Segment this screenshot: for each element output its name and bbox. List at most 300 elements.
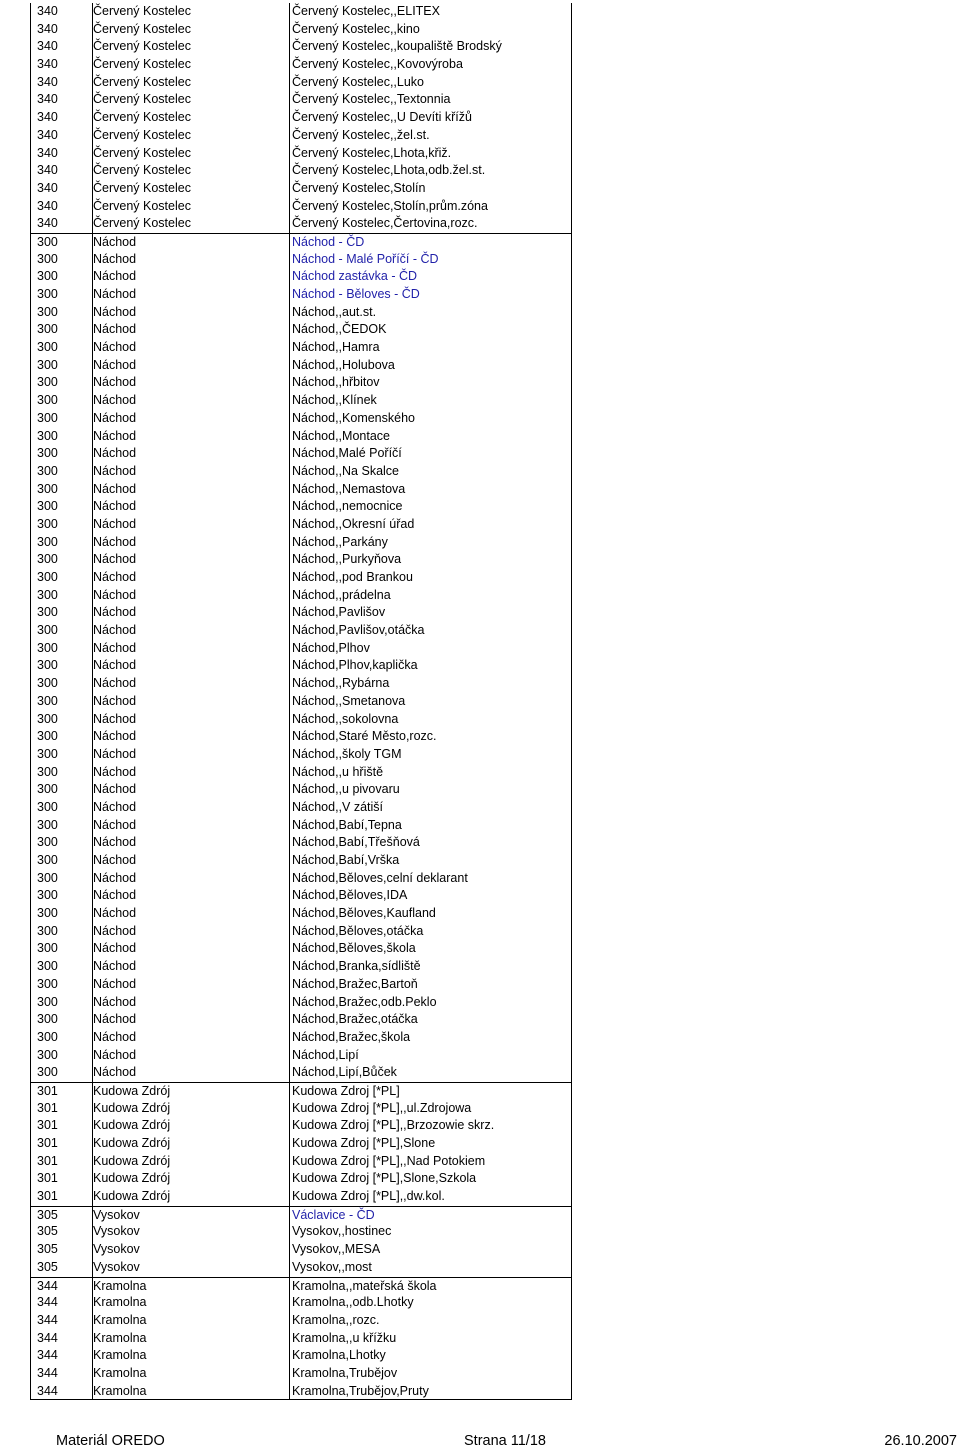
stop-name-cell: Náchod - Malé Poříčí - ČD xyxy=(292,251,439,266)
column-divider xyxy=(289,1170,290,1188)
table-row xyxy=(31,1330,571,1348)
column-divider xyxy=(289,481,290,499)
city-cell: Náchod xyxy=(93,782,137,797)
column-divider xyxy=(289,428,290,446)
stop-name-cell: Červený Kostelec,,koupaliště Brodský xyxy=(292,39,502,54)
column-divider xyxy=(289,215,290,233)
city-cell: Náchod xyxy=(93,428,137,443)
stop-name-cell: Náchod,Pavlišov xyxy=(292,605,386,620)
stop-name-cell: Červený Kostelec,,žel.st. xyxy=(292,127,430,142)
table-row xyxy=(31,498,571,516)
stop-name-cell: Kudowa Zdroj [*PL],Slone,Szkola xyxy=(292,1171,477,1186)
table-row xyxy=(31,392,571,410)
area-code-cell: 300 xyxy=(37,746,58,761)
table-row xyxy=(31,445,571,463)
table-row xyxy=(31,1277,571,1295)
column-divider xyxy=(289,711,290,729)
city-cell: Červený Kostelec xyxy=(93,216,191,231)
table-row xyxy=(31,1259,571,1277)
stop-name-cell: Kramolna,Lhotky xyxy=(292,1348,386,1363)
area-code-cell: 300 xyxy=(37,817,58,832)
area-code-cell: 300 xyxy=(37,534,58,549)
area-code-cell: 300 xyxy=(37,410,58,425)
stop-name-cell: Červený Kostelec,,Kovovýroba xyxy=(292,57,463,72)
column-divider xyxy=(289,834,290,852)
column-divider xyxy=(289,339,290,357)
table-row xyxy=(31,145,571,163)
footer-date: 26.10.2007 xyxy=(884,1433,957,1449)
column-divider xyxy=(289,852,290,870)
stop-name-cell: Náchod,,u hřiště xyxy=(292,764,384,779)
city-cell: Kramolna xyxy=(93,1383,147,1398)
city-cell: Kramolna xyxy=(93,1312,147,1327)
column-divider xyxy=(289,1064,290,1082)
column-divider xyxy=(289,410,290,428)
table-row xyxy=(31,976,571,994)
stop-name-cell: Náchod,,pod Brankou xyxy=(292,570,413,584)
table-row xyxy=(31,799,571,817)
table-row xyxy=(31,870,571,888)
column-divider xyxy=(289,1241,290,1259)
column-divider xyxy=(289,1294,290,1312)
city-cell: Náchod xyxy=(93,623,137,638)
column-divider xyxy=(289,74,290,92)
table-row xyxy=(31,1064,571,1082)
stop-name-cell: Červený Kostelec,Stolín xyxy=(292,180,426,195)
column-divider xyxy=(289,445,290,463)
stop-name-cell: Vysokov,,MESA xyxy=(292,1242,381,1257)
city-cell: Kudowa Zdrój xyxy=(93,1100,171,1115)
column-divider xyxy=(289,21,290,39)
table-row xyxy=(31,1365,571,1383)
city-cell: Náchod xyxy=(93,393,137,408)
column-divider xyxy=(289,764,290,782)
area-code-cell: 300 xyxy=(37,552,58,567)
city-cell: Kramolna xyxy=(93,1295,147,1310)
city-cell: Červený Kostelec xyxy=(93,145,191,160)
area-code-cell: 300 xyxy=(37,499,58,514)
area-code-cell: 300 xyxy=(37,994,58,1009)
stop-name-cell: Červený Kostelec,Čertovina,rozc. xyxy=(292,216,478,231)
city-cell: Náchod xyxy=(93,1047,137,1062)
table-row xyxy=(31,304,571,322)
city-cell: Náchod xyxy=(93,799,137,814)
stop-name-cell: Náchod,Babí,Třešňová xyxy=(292,835,420,850)
city-cell: Náchod xyxy=(93,552,137,567)
table-row xyxy=(31,1241,571,1259)
area-code-cell: 300 xyxy=(37,1065,58,1080)
column-divider xyxy=(289,1312,290,1330)
column-divider xyxy=(289,746,290,764)
city-cell: Kudowa Zdrój xyxy=(93,1118,171,1133)
column-divider xyxy=(289,622,290,640)
column-divider xyxy=(289,604,290,622)
city-cell: Náchod xyxy=(93,357,137,372)
stop-name-cell: Červený Kostelec,,kino xyxy=(292,21,420,36)
stop-name-cell: Náchod,Bražec,otáčka xyxy=(292,1012,418,1027)
column-divider xyxy=(289,1047,290,1065)
city-cell: Náchod xyxy=(93,711,137,726)
area-code-cell: 300 xyxy=(37,640,58,655)
city-cell: Červený Kostelec xyxy=(93,92,191,107)
table-row xyxy=(31,321,571,339)
city-cell: Náchod xyxy=(93,463,137,478)
column-divider xyxy=(289,1259,290,1277)
city-cell: Červený Kostelec xyxy=(93,127,191,142)
stop-name-cell: Červený Kostelec,,ELITEX xyxy=(292,4,440,18)
area-code-cell: 305 xyxy=(37,1242,58,1257)
city-cell: Náchod xyxy=(93,959,137,974)
area-code-cell: 300 xyxy=(37,375,58,390)
city-cell: Náchod xyxy=(93,605,137,620)
column-divider xyxy=(289,1383,290,1400)
city-cell: Náchod xyxy=(93,1012,137,1027)
area-code-cell: 300 xyxy=(37,287,58,301)
stop-name-cell: Náchod,,aut.st. xyxy=(292,304,377,319)
table-row xyxy=(31,817,571,835)
area-code-cell: 301 xyxy=(37,1083,58,1098)
area-code-cell: 300 xyxy=(37,251,58,266)
city-cell: Náchod xyxy=(93,322,137,337)
stop-name-cell: Náchod,Plhov xyxy=(292,640,370,655)
area-code-cell: 300 xyxy=(37,764,58,779)
area-code-cell: 301 xyxy=(37,1100,58,1115)
table-row xyxy=(31,693,571,711)
city-cell: Červený Kostelec xyxy=(93,21,191,36)
table-row xyxy=(31,21,571,39)
area-code-cell: 305 xyxy=(37,1259,58,1274)
city-cell: Náchod xyxy=(93,658,137,673)
area-code-cell: 300 xyxy=(37,906,58,921)
column-divider xyxy=(289,1117,290,1135)
area-code-cell: 340 xyxy=(37,74,58,89)
city-cell: Náchod xyxy=(93,1029,137,1044)
area-code-cell: 300 xyxy=(37,888,58,903)
table-row xyxy=(31,233,571,251)
city-cell: Náchod xyxy=(93,287,137,301)
stop-name-cell: Náchod,,Holubova xyxy=(292,357,395,372)
area-code-cell: 300 xyxy=(37,463,58,478)
area-code-cell: 301 xyxy=(37,1189,58,1204)
column-divider xyxy=(289,657,290,675)
city-cell: Náchod xyxy=(93,534,137,549)
area-code-cell: 300 xyxy=(37,729,58,744)
city-cell: Náchod xyxy=(93,764,137,779)
area-code-cell: 300 xyxy=(37,976,58,991)
table-row xyxy=(31,764,571,782)
city-cell: Náchod xyxy=(93,676,137,691)
table-row xyxy=(31,852,571,870)
stop-name-cell: Kramolna,Trubějov xyxy=(292,1365,398,1380)
city-cell: Náchod xyxy=(93,640,137,655)
city-cell: Náchod xyxy=(93,234,137,249)
area-code-cell: 344 xyxy=(37,1383,58,1398)
table-row xyxy=(31,604,571,622)
stop-name-cell: Náchod zastávka - ČD xyxy=(292,269,418,284)
city-cell: Kramolna xyxy=(93,1365,147,1380)
stop-name-cell: Náchod,Bražec,Bartoň xyxy=(292,976,418,991)
city-cell: Náchod xyxy=(93,1065,137,1080)
area-code-cell: 300 xyxy=(37,605,58,620)
table-row xyxy=(31,428,571,446)
stop-name-cell: Náchod,,Na Skalce xyxy=(292,463,400,478)
column-divider xyxy=(289,693,290,711)
stop-name-cell: Náchod,Pavlišov,otáčka xyxy=(292,623,425,638)
area-code-cell: 300 xyxy=(37,959,58,974)
area-code-cell: 344 xyxy=(37,1278,58,1293)
table-row xyxy=(31,569,571,587)
column-divider xyxy=(289,321,290,339)
column-divider xyxy=(289,958,290,976)
stop-name-cell: Kudowa Zdroj [*PL],,Nad Potokiem xyxy=(292,1153,486,1168)
stop-name-cell: Červený Kostelec,Lhota,odb.žel.st. xyxy=(292,163,486,178)
area-code-cell: 300 xyxy=(37,835,58,850)
stop-name-cell: Červený Kostelec,Stolín,prům.zóna xyxy=(292,198,488,213)
city-cell: Náchod xyxy=(93,976,137,991)
column-divider xyxy=(289,516,290,534)
column-divider xyxy=(289,817,290,835)
stop-name-cell: Náchod,Branka,sídliště xyxy=(292,959,421,974)
table-row xyxy=(31,551,571,569)
column-divider xyxy=(289,268,290,286)
area-code-cell: 301 xyxy=(37,1136,58,1150)
stop-name-cell: Náchod,,Smetanova xyxy=(292,693,406,708)
stop-name-cell: Náchod,,ČEDOK xyxy=(292,322,387,337)
stop-name-cell: Kudowa Zdroj [*PL],,ul.Zdrojowa xyxy=(292,1100,472,1115)
stop-name-cell: Náchod,,Purkyňova xyxy=(292,552,402,567)
column-divider xyxy=(289,1278,290,1295)
column-divider xyxy=(289,940,290,958)
table-row xyxy=(31,357,571,375)
stop-name-cell: Červený Kostelec,,Textonnia xyxy=(292,92,451,107)
table-row xyxy=(31,127,571,145)
table-row xyxy=(31,374,571,392)
city-cell: Kudowa Zdrój xyxy=(93,1153,171,1168)
area-code-cell: 344 xyxy=(37,1348,58,1363)
table-row xyxy=(31,481,571,499)
stop-name-cell: Kramolna,,u křížku xyxy=(292,1330,397,1345)
column-divider xyxy=(289,1347,290,1365)
area-code-cell: 300 xyxy=(37,428,58,443)
area-code-cell: 301 xyxy=(37,1118,58,1133)
column-divider xyxy=(289,799,290,817)
city-cell: Náchod xyxy=(93,693,137,708)
table-row xyxy=(31,657,571,675)
table-row xyxy=(31,339,571,357)
area-code-cell: 300 xyxy=(37,711,58,726)
area-code-cell: 340 xyxy=(37,21,58,36)
column-divider xyxy=(289,905,290,923)
column-divider xyxy=(289,640,290,658)
stop-name-cell: Kudowa Zdroj [*PL] xyxy=(292,1083,400,1098)
area-code-cell: 300 xyxy=(37,676,58,691)
area-code-cell: 300 xyxy=(37,623,58,638)
city-cell: Kramolna xyxy=(93,1278,147,1293)
stop-name-cell: Náchod,Běloves,Kaufland xyxy=(292,906,436,921)
area-code-cell: 300 xyxy=(37,658,58,673)
table-row xyxy=(31,91,571,109)
table-row xyxy=(31,905,571,923)
column-divider xyxy=(289,91,290,109)
table-row xyxy=(31,1223,571,1241)
stop-name-cell: Náchod,Bražec,škola xyxy=(292,1029,411,1044)
table-row xyxy=(31,1312,571,1330)
area-code-cell: 340 xyxy=(37,145,58,160)
table-row xyxy=(31,1153,571,1171)
city-cell: Červený Kostelec xyxy=(93,74,191,89)
area-code-cell: 300 xyxy=(37,357,58,372)
city-cell: Náchod xyxy=(93,269,137,284)
column-divider xyxy=(289,1365,290,1383)
stop-name-cell: Vysokov,,hostinec xyxy=(292,1224,392,1239)
table-row xyxy=(31,923,571,941)
table-row xyxy=(31,534,571,552)
area-code-cell: 340 xyxy=(37,163,58,178)
city-cell: Náchod xyxy=(93,729,137,744)
column-divider xyxy=(289,357,290,375)
table-row xyxy=(31,1206,571,1224)
city-cell: Náchod xyxy=(93,570,137,584)
area-code-cell: 340 xyxy=(37,110,58,125)
column-divider xyxy=(289,392,290,410)
stop-name-cell: Červený Kostelec,Lhota,křiž. xyxy=(292,145,452,160)
table-row xyxy=(31,1011,571,1029)
column-divider xyxy=(289,145,290,163)
area-code-cell: 340 xyxy=(37,4,58,18)
area-code-cell: 340 xyxy=(37,180,58,195)
stop-name-cell: Náchod,,Nemastova xyxy=(292,481,406,496)
area-code-cell: 340 xyxy=(37,39,58,54)
area-code-cell: 300 xyxy=(37,340,58,355)
column-divider xyxy=(289,234,290,251)
stop-name-cell: Kudowa Zdroj [*PL],,dw.kol. xyxy=(292,1189,445,1204)
area-code-cell: 344 xyxy=(37,1330,58,1345)
area-code-cell: 300 xyxy=(37,923,58,938)
area-code-cell: 300 xyxy=(37,393,58,408)
stop-name-cell: Náchod,,hřbitov xyxy=(292,375,380,390)
column-divider xyxy=(289,498,290,516)
column-divider xyxy=(289,38,290,56)
column-divider xyxy=(289,1223,290,1241)
city-cell: Vysokov xyxy=(93,1224,140,1239)
table-row xyxy=(31,728,571,746)
column-divider xyxy=(289,463,290,481)
city-cell: Náchod xyxy=(93,375,137,390)
table-row xyxy=(31,1347,571,1365)
area-code-cell: 300 xyxy=(37,570,58,584)
stop-name-cell: Náchod,,V zátiší xyxy=(292,799,384,814)
stop-name-cell: Náchod,,Okresní úřad xyxy=(292,516,415,531)
table-row xyxy=(31,251,571,269)
column-divider xyxy=(289,1153,290,1171)
column-divider xyxy=(289,304,290,322)
table-row xyxy=(31,640,571,658)
table-row xyxy=(31,834,571,852)
column-divider xyxy=(289,994,290,1012)
table-row xyxy=(31,958,571,976)
city-cell: Náchod xyxy=(93,410,137,425)
city-cell: Náchod xyxy=(93,817,137,832)
column-divider xyxy=(289,127,290,145)
stop-name-cell: Náchod,Běloves,celní deklarant xyxy=(292,870,468,885)
table-row xyxy=(31,38,571,56)
column-divider xyxy=(289,3,290,21)
table-row xyxy=(31,410,571,428)
column-divider xyxy=(289,1188,290,1206)
city-cell: Červený Kostelec xyxy=(93,4,191,18)
column-divider xyxy=(289,728,290,746)
column-divider xyxy=(289,198,290,216)
column-divider xyxy=(289,1011,290,1029)
city-cell: Kudowa Zdrój xyxy=(93,1171,171,1186)
city-cell: Vysokov xyxy=(93,1242,140,1257)
column-divider xyxy=(289,180,290,198)
city-cell: Červený Kostelec xyxy=(93,163,191,178)
column-divider xyxy=(289,162,290,180)
table-row xyxy=(31,587,571,605)
stop-name-cell: Náchod,,sokolovna xyxy=(292,711,399,726)
table-row xyxy=(31,3,571,21)
stop-name-cell: Náchod,Běloves,otáčka xyxy=(292,923,424,938)
table-row xyxy=(31,74,571,92)
table-row xyxy=(31,940,571,958)
column-divider xyxy=(289,1207,290,1224)
city-cell: Kudowa Zdrój xyxy=(93,1136,171,1150)
city-cell: Náchod xyxy=(93,906,137,921)
city-cell: Vysokov xyxy=(93,1207,140,1222)
column-divider xyxy=(289,286,290,304)
area-code-cell: 300 xyxy=(37,481,58,496)
city-cell: Kramolna xyxy=(93,1330,147,1345)
table-row xyxy=(31,675,571,693)
city-cell: Náchod xyxy=(93,835,137,850)
column-divider xyxy=(289,675,290,693)
stop-name-cell: Kramolna,Trubějov,Pruty xyxy=(292,1383,429,1398)
stop-name-cell: Červený Kostelec,,U Devíti křížů xyxy=(292,110,472,125)
stop-name-cell: Kudowa Zdroj [*PL],,Brzozowie skrz. xyxy=(292,1118,495,1133)
city-cell: Kudowa Zdrój xyxy=(93,1189,171,1204)
table-row xyxy=(31,56,571,74)
table-row xyxy=(31,162,571,180)
area-code-cell: 300 xyxy=(37,322,58,337)
column-divider xyxy=(289,551,290,569)
city-cell: Náchod xyxy=(93,870,137,885)
stop-name-cell: Náchod,Běloves,škola xyxy=(292,941,416,956)
table-row xyxy=(31,1100,571,1118)
area-code-cell: 344 xyxy=(37,1312,58,1327)
city-cell: Náchod xyxy=(93,304,137,319)
column-divider xyxy=(289,374,290,392)
city-cell: Červený Kostelec xyxy=(93,180,191,195)
city-cell: Náchod xyxy=(93,516,137,531)
stop-name-cell: Náchod,Malé Poříčí xyxy=(292,446,402,461)
stop-name-cell: Náchod - Běloves - ČD xyxy=(292,287,420,301)
stop-name-cell: Náchod,,Komenského xyxy=(292,410,415,425)
city-cell: Červený Kostelec xyxy=(93,39,191,54)
city-cell: Vysokov xyxy=(93,1259,140,1274)
column-divider xyxy=(289,251,290,269)
city-cell: Kudowa Zdrój xyxy=(93,1083,171,1098)
column-divider xyxy=(289,587,290,605)
stop-name-cell: Náchod,Lipí,Bůček xyxy=(292,1065,397,1080)
area-code-cell: 300 xyxy=(37,304,58,319)
city-cell: Náchod xyxy=(93,340,137,355)
area-code-cell: 300 xyxy=(37,693,58,708)
table-row xyxy=(31,887,571,905)
table-row xyxy=(31,1135,571,1153)
area-code-cell: 300 xyxy=(37,941,58,956)
table-row xyxy=(31,1029,571,1047)
